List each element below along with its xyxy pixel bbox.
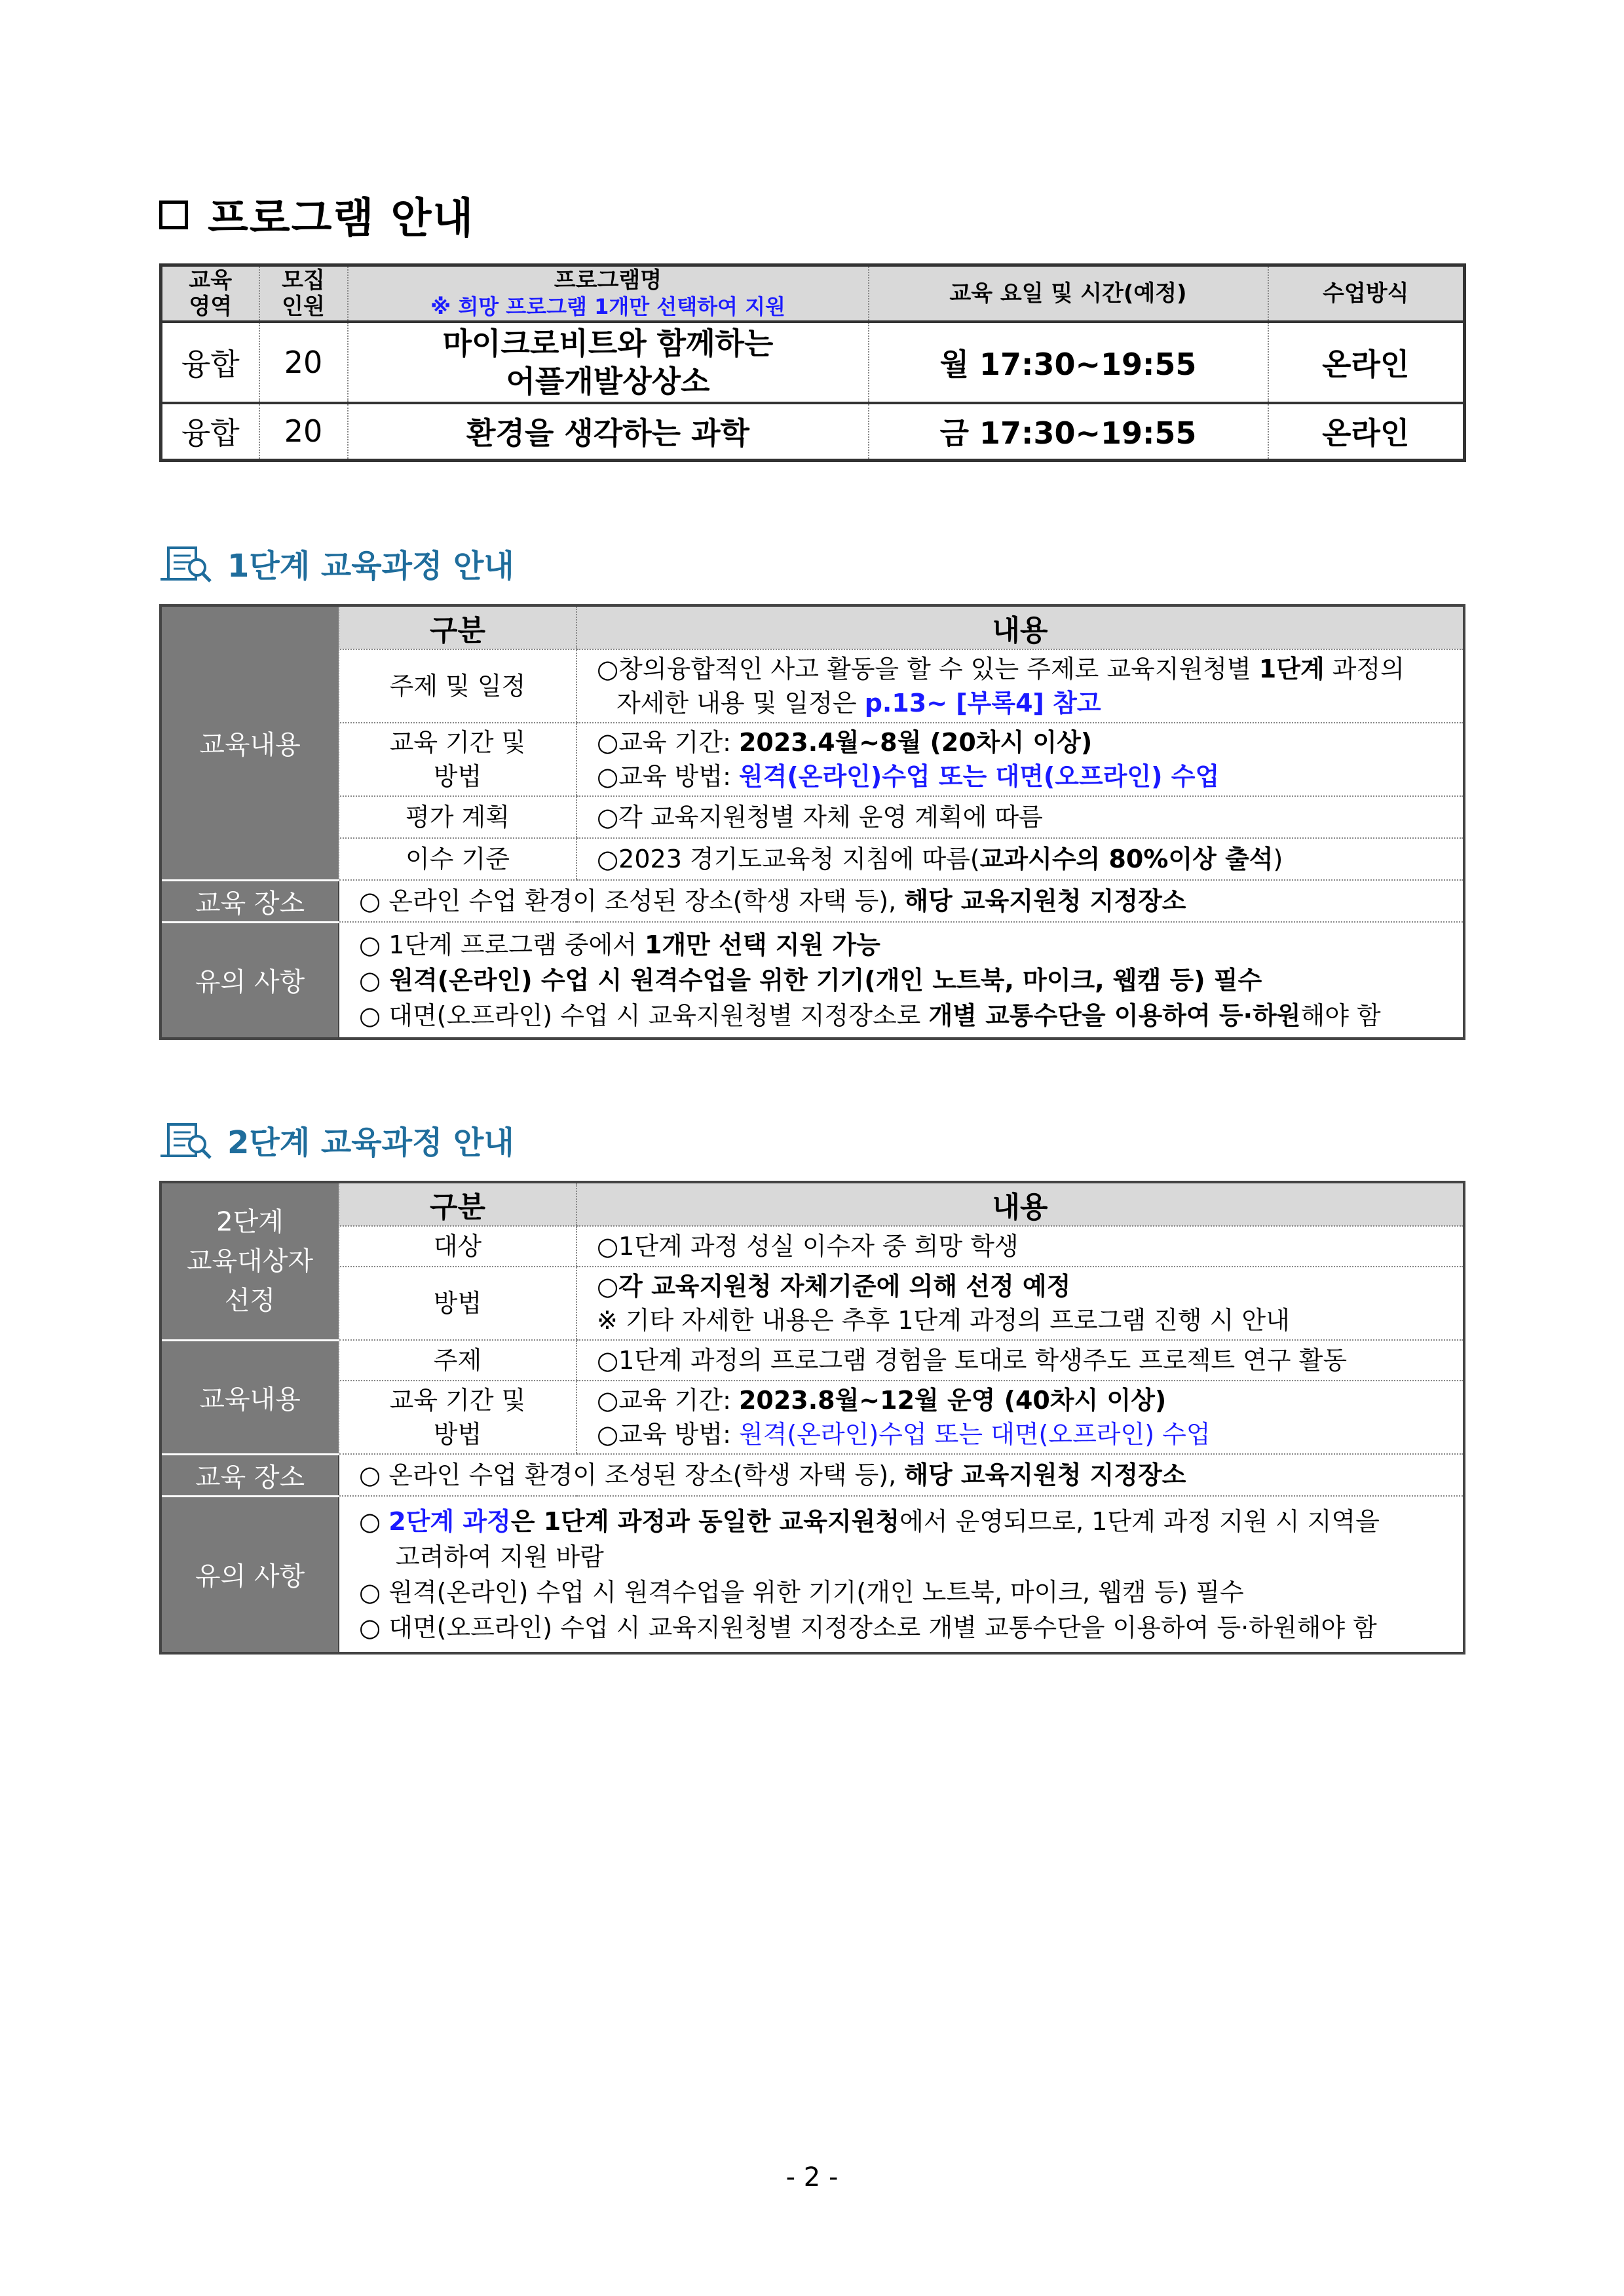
side-label-select: 2단계 교육대상자 선정	[161, 1182, 339, 1340]
row-count: 20	[259, 403, 348, 461]
table-row	[161, 723, 1464, 796]
table-row	[161, 605, 1464, 649]
table-row	[161, 1340, 1464, 1381]
content-method: ○각 교육지원청 자체기준에 의해 선정 예정 ※ 기타 자세한 내용은 추후 1단계 과정의 프로그램 진행 시 안내	[576, 1267, 1464, 1340]
row-method: 온라인	[1268, 322, 1465, 403]
row-method: 온라인	[1322, 415, 1410, 451]
content-topic: ○창의융합적인 사고 활동을 할 수 있는 주제로 교육지원청별 1단계 과정의 자세한 내용 및 일정은 p.13~ [부록4] 참고	[576, 649, 1464, 723]
page-title	[159, 185, 474, 245]
table-row	[161, 922, 1464, 1039]
row-count: 20	[259, 322, 348, 403]
content-place: ○ 온라인 수업 환경이 조성된 장소(학생 자택 등), 해당 교육지원청 지정장소	[339, 1454, 1464, 1496]
document-search-icon	[159, 1120, 213, 1160]
table-row	[161, 838, 1464, 880]
row-field: 융합	[161, 322, 259, 403]
header-method: 수업방식	[1268, 265, 1465, 322]
label-method: 방법	[339, 1267, 576, 1340]
header-name: 프로그램명 ※ 희망 프로그램 1개만 선택하여 지원	[348, 265, 869, 322]
side-label-edu-content: 교육내용	[161, 605, 339, 880]
content-topic: ○1단계 과정의 프로그램 경험을 토대로 학생주도 프로젝트 연구 활동	[576, 1340, 1464, 1381]
content-place: ○ 온라인 수업 환경이 조성된 장소(학생 자택 등), 해당 교육지원청 지정장소	[339, 880, 1464, 922]
label-target: 대상	[339, 1226, 576, 1267]
row-program-name: 마이크로비트와 함께하는 어플개발상상소	[348, 322, 869, 403]
table-row	[161, 880, 1464, 922]
table-row	[161, 322, 1465, 403]
col-content: 내용	[576, 605, 1464, 649]
content-target: ○1단계 과정 성실 이수자 중 희망 학생	[576, 1226, 1464, 1267]
header-count: 모집 인원	[259, 265, 348, 322]
page-number: - 2 -	[785, 2162, 839, 2192]
label-topic: 주제	[339, 1340, 576, 1381]
side-label-edu-content: 교육내용	[161, 1340, 339, 1454]
col-content: 내용	[576, 1182, 1464, 1226]
table-row	[161, 1496, 1464, 1653]
content-period: ○교육 기간: 2023.4월~8월 (20차시 이상) ○교육 방법: 원격(온라인)수업 또는 대면(오프라인) 수업	[576, 723, 1464, 796]
stage2-heading: 2단계 교육과정 안내	[159, 1117, 514, 1162]
label-period: 교육 기간 및 방법	[339, 1381, 576, 1454]
row-time: 금 17:30~19:55	[869, 403, 1268, 461]
header-time: 교육 요일 및 시간(예정)	[869, 265, 1268, 322]
header-field: 교육 영역	[161, 265, 259, 322]
table-row	[161, 1454, 1464, 1496]
stage1-heading: 1단계 교육과정 안내	[159, 541, 514, 586]
row-program-name: 환경을 생각하는 과학	[348, 403, 869, 461]
program-table-header	[161, 265, 1465, 322]
stage1-table	[159, 604, 1465, 1040]
side-label-place: 교육 장소	[161, 880, 339, 922]
stage2-table	[159, 1181, 1465, 1655]
appendix-link[interactable]: p.13~ [부록4] 참고	[864, 689, 1101, 718]
row-time: 월 17:30~19:55	[869, 322, 1268, 403]
label-period: 교육 기간 및 방법	[339, 723, 576, 796]
content-eval: ○각 교육지원청별 자체 운영 계획에 따름	[576, 796, 1464, 838]
content-notes: ○ 2단계 과정은 1단계 과정과 동일한 교육지원청에서 운영되므로, 1단계 과정 지원 시 지역을 고려하여 지원 바람 ○ 원격(온라인) 수업 시 원격수업을 위한 기기(개인 노트북, 마이크, 웹캠 등) 필수 ○ 대면(오프라인) 수업 시 교육지원청별 지정장소로 개별 교통수단을 이용하여 등·하원해야 함	[339, 1496, 1464, 1653]
checkbox-square-icon	[159, 201, 188, 229]
content-period: ○교육 기간: 2023.8월~12월 운영 (40차시 이상) ○교육 방법: 원격(온라인)수업 또는 대면(오프라인) 수업	[576, 1381, 1464, 1454]
table-row	[161, 649, 1464, 723]
label-eval: 평가 계획	[339, 796, 576, 838]
label-topic: 주제 및 일정	[339, 649, 576, 723]
col-gubun: 구분	[339, 605, 576, 649]
row-field: 융합	[161, 403, 259, 461]
label-complete: 이수 기준	[339, 838, 576, 880]
page-title-text: 프로그램 안내	[208, 195, 475, 243]
table-row	[161, 1182, 1464, 1226]
document-search-icon	[159, 544, 213, 583]
program-table	[159, 263, 1466, 462]
content-complete: ○2023 경기도교육청 지침에 따름(교과시수의 80%이상 출석)	[576, 838, 1464, 880]
col-gubun: 구분	[339, 1182, 576, 1226]
side-label-notes: 유의 사항	[161, 1496, 339, 1653]
content-notes: ○ 1단계 프로그램 중에서 1개만 선택 지원 가능 ○ 원격(온라인) 수업 시 원격수업을 위한 기기(개인 노트북, 마이크, 웹캠 등) 필수 ○ 대면(오프라인) 수업 시 교육지원청별 지정장소로 개별 교통수단을 이용하여 등·하원해야 함	[339, 922, 1464, 1039]
table-row	[161, 1226, 1464, 1267]
table-row	[161, 1381, 1464, 1454]
table-row	[161, 1267, 1464, 1340]
side-label-notes: 유의 사항	[161, 922, 339, 1039]
table-row	[161, 403, 1465, 461]
side-label-place: 교육 장소	[161, 1454, 339, 1496]
table-row	[161, 796, 1464, 838]
